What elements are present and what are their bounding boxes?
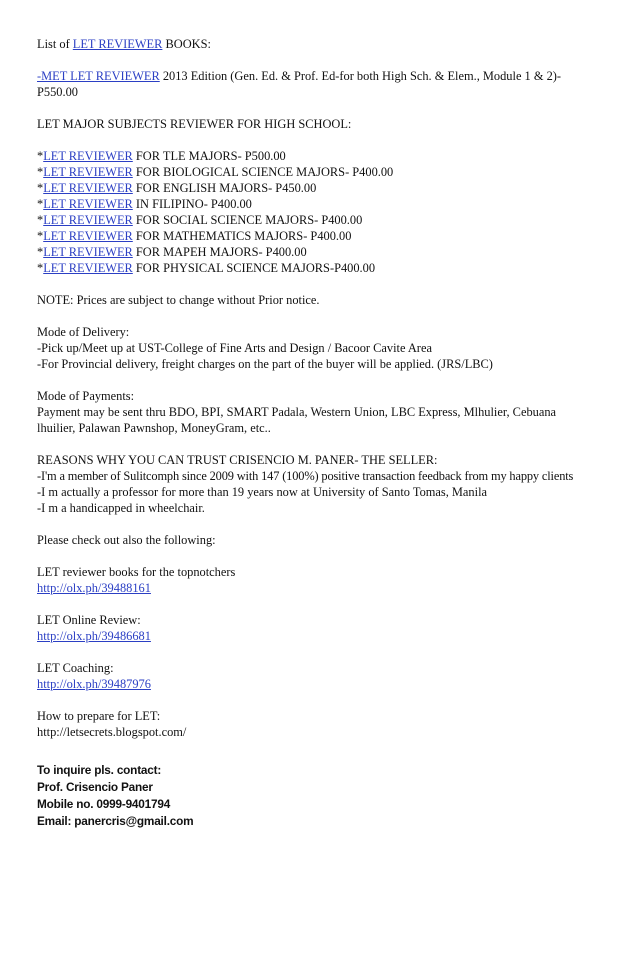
reasons-heading: REASONS WHY YOU CAN TRUST CRISENCIO M. PANER- THE SELLER: (37, 453, 438, 467)
link-label: LET Online Review: (37, 613, 141, 627)
let-reviewer-link[interactable]: LET REVIEWER (43, 197, 133, 211)
prepare-label: How to prepare for LET: (37, 709, 161, 723)
delivery-line: -For Provincial delivery, freight charges on the part of the buyer will be applied. (JRS/LBC) (37, 357, 493, 371)
let-reviewer-link[interactable]: LET REVIEWER (43, 181, 133, 195)
contact-heading: To inquire pls. contact: (37, 763, 162, 777)
majors-heading: LET MAJOR SUBJECTS REVIEWER FOR HIGH SCHOOL: (37, 117, 352, 131)
list-item: *LET REVIEWER FOR MATHEMATICS MAJORS- P400.00 (37, 229, 352, 243)
olx-link[interactable]: http://olx.ph/39486681 (37, 629, 151, 643)
link-label: LET Coaching: (37, 661, 114, 675)
let-reviewer-link[interactable]: LET REVIEWER (43, 213, 133, 227)
blog-url: http://letsecrets.blogspot.com/ (37, 725, 187, 739)
met-description: 2013 Edition (Gen. Ed. & Prof. Ed-for both High Sch. & Elem., Module 1 & 2)- (159, 69, 562, 83)
list-item: *LET REVIEWER IN FILIPINO- P400.00 (37, 197, 252, 211)
price-note: NOTE: Prices are subject to change without Prior notice. (37, 293, 320, 307)
intro-after: BOOKS: (162, 37, 211, 51)
met-let-reviewer-link[interactable]: -MET LET REVIEWER (37, 69, 160, 83)
list-item: *LET REVIEWER FOR ENGLISH MAJORS- P450.00 (37, 181, 317, 195)
delivery-heading: Mode of Delivery: (37, 325, 130, 339)
olx-link[interactable]: http://olx.ph/39487976 (37, 677, 151, 691)
contact-name: Prof. Crisencio Paner (37, 780, 153, 794)
payments-text: lhuilier, Palawan Pawnshop, MoneyGram, etc.. (37, 421, 271, 435)
check-out-text: Please check out also the following: (37, 533, 216, 547)
met-line (37, 68, 607, 84)
list-item: *LET REVIEWER FOR PHYSICAL SCIENCE MAJORS-P400.00 (37, 261, 376, 275)
met-price: P550.00 (37, 85, 78, 99)
list-item: *LET REVIEWER FOR BIOLOGICAL SCIENCE MAJORS- P400.00 (37, 165, 394, 179)
contact-email: Email: panercris@gmail.com (37, 814, 194, 828)
payments-text: Payment may be sent thru BDO, BPI, SMART Padala, Western Union, LBC Express, Mlhulier, Cebuana (37, 405, 557, 419)
let-reviewer-link[interactable]: LET REVIEWER (43, 165, 133, 179)
majors-list (37, 148, 607, 276)
contact-block (37, 762, 607, 830)
list-item: *LET REVIEWER FOR TLE MAJORS- P500.00 (37, 149, 286, 163)
document-page (37, 36, 607, 830)
delivery-line: -Pick up/Meet up at UST-College of Fine Arts and Design / Bacoor Cavite Area (37, 341, 432, 355)
reason-line: -I'm a member of Sulitcomph since 2009 with 147 (100%) positive transaction feedback from my happy clients (37, 469, 574, 483)
list-item: *LET REVIEWER FOR SOCIAL SCIENCE MAJORS- P400.00 (37, 213, 363, 227)
payments-heading: Mode of Payments: (37, 389, 135, 403)
reason-line: -I m actually a professor for more than 19 years now at University of Santo Tomas, Manila (37, 485, 488, 499)
let-reviewer-link[interactable]: LET REVIEWER (43, 261, 133, 275)
let-reviewer-link[interactable]: LET REVIEWER (43, 245, 133, 259)
list-item: *LET REVIEWER FOR MAPEH MAJORS- P400.00 (37, 245, 307, 259)
let-reviewer-link[interactable]: LET REVIEWER (72, 37, 163, 51)
link-label: LET reviewer books for the topnotchers (37, 565, 236, 579)
let-reviewer-link[interactable]: LET REVIEWER (43, 149, 133, 163)
intro-before: List of (37, 37, 73, 51)
let-reviewer-link[interactable]: LET REVIEWER (43, 229, 133, 243)
olx-link[interactable]: http://olx.ph/39488161 (37, 581, 151, 595)
contact-mobile: Mobile no. 0999-9401794 (37, 797, 171, 811)
intro-line (37, 36, 607, 52)
reason-line: -I m a handicapped in wheelchair. (37, 501, 205, 515)
